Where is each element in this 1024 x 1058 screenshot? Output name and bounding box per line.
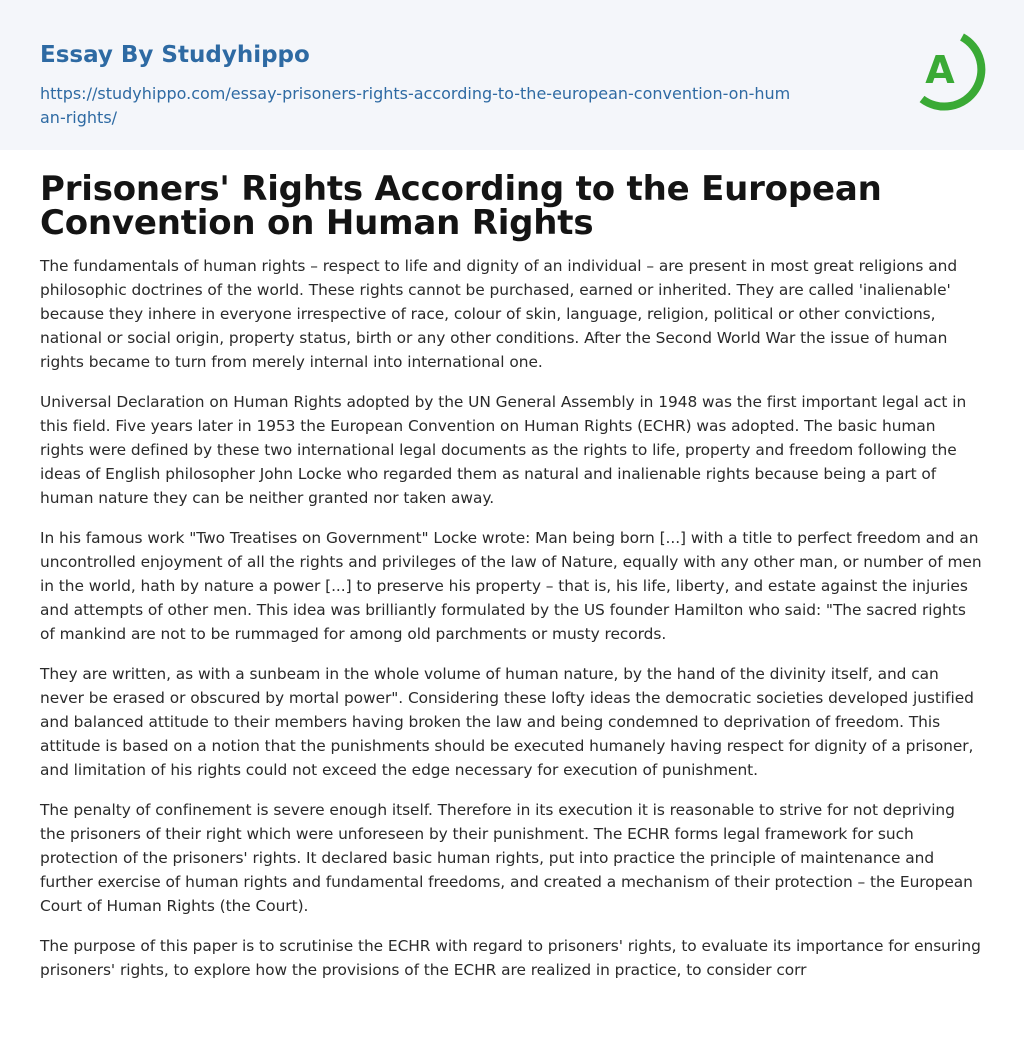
paragraph-6: The purpose of this paper is to scrutinise the ECHR with regard to prisoners' rights, to evaluate its importance for ensuring prisoners' rights, to explore how the provisions of the ECHR are realized in practice, to consider corr: [40, 937, 981, 979]
paragraph-1: The fundamentals of human rights – respect to life and dignity of an individual – are present in most great religions and philosophic doctrines of the world. These rights cannot be purchased, earned or inherited. They are called 'inalienable' because they inhere in everyone irrespective of race, colour of skin, language, religion, political or other convictions, national or social origin, property status, birth or any other conditions. After the Second World War the issue of human rights became to turn from merely internal into international one.: [40, 257, 958, 371]
essay-url-link[interactable]: https://studyhippo.com/essay-prisoners-rights-according-to-the-european-convention-on-human-rights/: [40, 84, 791, 127]
site-header: [0, 0, 1024, 150]
paragraph-4: They are written, as with a sunbeam in the whole volume of human nature, by the hand of the divinity itself, and can never be erased or obscured by mortal power". Considering these lofty ideas the democratic societies developed justified and balanced attitude to their members having broken the law and being condemned to deprivation of freedom. This attitude is based on a notion that the punishments should be executed humanely having respect for dignity of a prisoner, and limitation of his rights could not exceed the edge necessary for execution of punishment.: [40, 665, 974, 779]
article-body: [0, 150, 1024, 982]
studyhippo-logo-icon[interactable]: [912, 29, 986, 115]
paragraph-3: In his famous work "Two Treatises on Government" Locke wrote: Man being born [...] with a title to perfect freedom and an uncontrolled enjoyment of all the rights and privileges of the law of Nature, equally with any other man, or number of men in the world, hath by nature a power [...] to preserve his property – that is, his life, liberty, and estate against the injuries and attempts of other men. This idea was brilliantly formulated by the US founder Hamilton who said: "The sacred rights of mankind are not to be rummaged for among old parchments or musty records.: [40, 529, 982, 643]
paragraph-5: The penalty of confinement is severe enough itself. Therefore in its execution it is reasonable to strive for not depriving the prisoners of their right which were unforeseen by their punishment. The ECHR forms legal framework for such protection of the prisoners' rights. It declared basic human rights, put into practice the principle of maintenance and further exercise of human rights and fundamental freedoms, and created a mechanism of their protection – the European Court of Human Rights (the Court).: [40, 801, 973, 915]
page-title: Prisoners' Rights According to the European Convention on Human Rights: [40, 169, 882, 243]
site-brand[interactable]: Essay By Studyhippo: [40, 42, 310, 68]
paragraph-2: Universal Declaration on Human Rights adopted by the UN General Assembly in 1948 was the first important legal act in this field. Five years later in 1953 the European Convention on Human Rights (ECHR) was adopted. The basic human rights were defined by these two international legal documents as the rights to life, property and freedom following the ideas of English philosopher John Locke who regarded them as natural and inalienable rights because being a part of human nature they can be neither granted nor taken away.: [40, 393, 967, 507]
logo-letter: A: [925, 48, 955, 92]
